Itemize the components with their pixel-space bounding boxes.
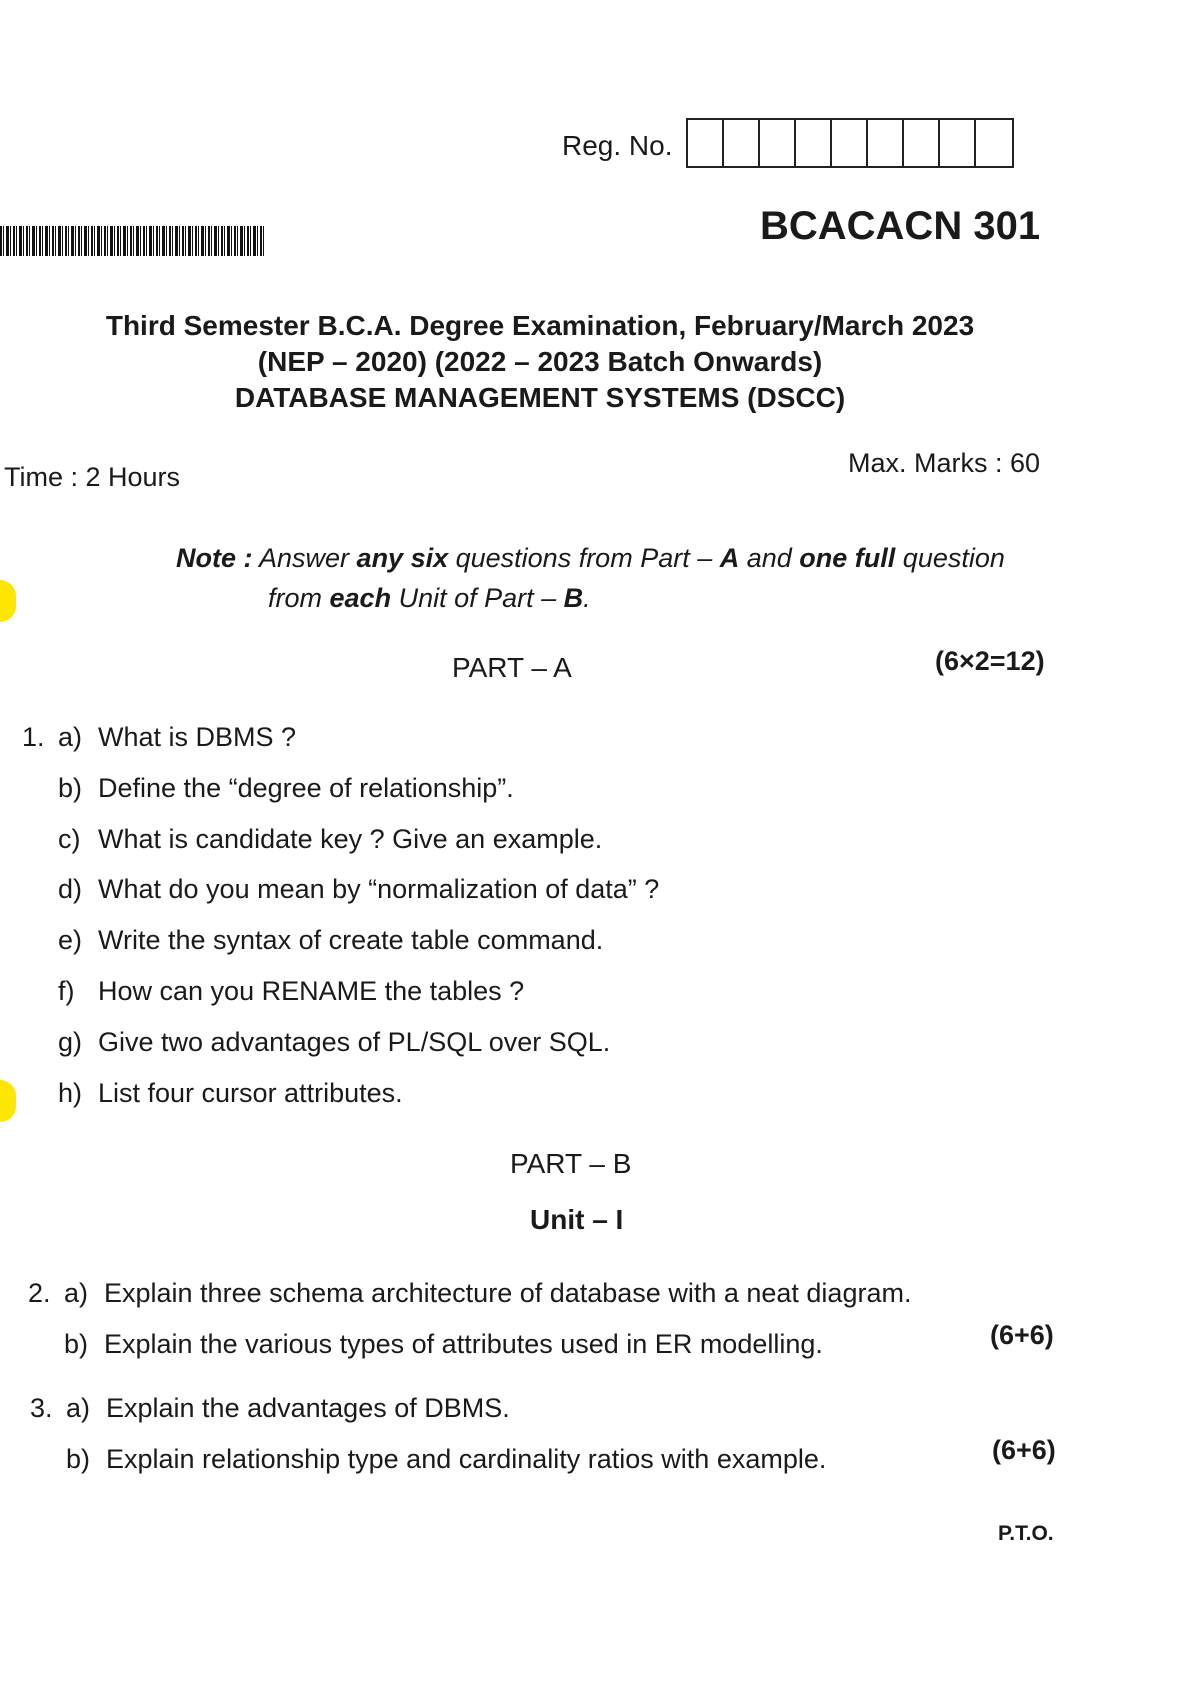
- question-text: What do you mean by “normalization of data” ?: [98, 874, 660, 904]
- question-2b: [64, 1329, 823, 1360]
- question-text: Give two advantages of PL/SQL over SQL.: [98, 1027, 611, 1057]
- paper-code: BCACACN 301: [760, 204, 1041, 248]
- question-letter: g): [58, 1027, 83, 1057]
- highlighter-mark: [0, 580, 16, 622]
- time-allowed: Time : 2 Hours: [4, 462, 181, 492]
- max-marks: Max. Marks : 60: [848, 448, 1041, 478]
- question-1f: [58, 976, 524, 1007]
- question-letter: d): [58, 874, 83, 904]
- part-b-heading: PART – B: [510, 1148, 632, 1179]
- note-text: .: [583, 583, 591, 613]
- reg-no-box: [796, 120, 832, 166]
- note-text: Answer: [259, 543, 357, 573]
- note-text: B: [563, 583, 584, 613]
- note-text: A: [719, 543, 740, 573]
- question-letter: a): [66, 1393, 91, 1423]
- question-1e: [58, 925, 603, 956]
- question-1g: [58, 1027, 610, 1058]
- note-text: from: [268, 583, 330, 613]
- note-text: question: [895, 543, 1005, 573]
- note-label: Note :: [176, 543, 253, 573]
- note-text: questions from Part –: [448, 543, 720, 573]
- question-1d: [58, 874, 659, 905]
- exam-subject: DATABASE MANAGEMENT SYSTEMS (DSCC): [234, 382, 846, 413]
- question-number: 3.: [30, 1393, 53, 1423]
- question-letter: f): [58, 976, 75, 1006]
- question-1h: [58, 1078, 403, 1109]
- question-text: What is DBMS ?: [98, 722, 297, 752]
- question-letter: a): [64, 1278, 89, 1308]
- question-text: How can you RENAME the tables ?: [98, 976, 525, 1006]
- question-text: Write the syntax of create table command.: [98, 925, 604, 955]
- question-2a: [28, 1278, 911, 1309]
- question-letter: a): [58, 722, 83, 752]
- reg-no-box: [904, 120, 940, 166]
- instructions-note: [176, 538, 1005, 618]
- exam-title: Third Semester B.C.A. Degree Examination, February/March 2023: [105, 310, 975, 341]
- question-1a: [22, 722, 296, 753]
- question-number: 2.: [28, 1278, 51, 1308]
- question-text: Define the “degree of relationship”.: [98, 773, 514, 803]
- reg-no-box: [940, 120, 976, 166]
- highlighter-mark: [0, 1080, 16, 1122]
- pto-label: P.T.O.: [998, 1522, 1054, 1545]
- question-text: List four cursor attributes.: [98, 1078, 403, 1108]
- question-1c: [58, 824, 602, 855]
- barcode: [0, 226, 266, 256]
- question-1b: [58, 773, 514, 804]
- note-text: each: [329, 583, 392, 613]
- question-letter: c): [58, 824, 81, 854]
- question-text: Explain relationship type and cardinality ratios with example.: [106, 1444, 827, 1474]
- question-3b: [66, 1444, 826, 1475]
- reg-no-label: Reg. No.: [562, 130, 673, 161]
- question-letter: h): [58, 1078, 83, 1108]
- note-text: one full: [799, 543, 896, 573]
- reg-no-box: [832, 120, 868, 166]
- question-number: 1.: [22, 722, 45, 752]
- note-text: any six: [356, 543, 449, 573]
- reg-no-box: [976, 120, 1012, 166]
- question-text: Explain the advantages of DBMS.: [106, 1393, 510, 1423]
- question-text: Explain three schema architecture of database with a neat diagram.: [104, 1278, 912, 1308]
- question-2-marks: (6+6): [990, 1320, 1054, 1350]
- exam-batch: (NEP – 2020) (2022 – 2023 Batch Onwards): [257, 346, 823, 377]
- reg-no-box: [724, 120, 760, 166]
- question-3a: [30, 1393, 510, 1424]
- question-letter: b): [66, 1444, 91, 1474]
- note-text: Unit of Part –: [391, 583, 564, 613]
- question-letter: b): [64, 1329, 89, 1359]
- question-letter: e): [58, 925, 83, 955]
- note-text: and: [739, 543, 800, 573]
- part-a-marks: (6×2=12): [935, 646, 1045, 676]
- question-letter: b): [58, 773, 83, 803]
- reg-no-box: [760, 120, 796, 166]
- question-text: Explain the various types of attributes used in ER modelling.: [104, 1329, 823, 1359]
- part-a-heading: PART – A: [452, 652, 572, 683]
- reg-no-box: [688, 120, 724, 166]
- question-3-marks: (6+6): [992, 1435, 1056, 1465]
- reg-no-box: [868, 120, 904, 166]
- unit-heading: Unit – I: [530, 1204, 624, 1235]
- question-text: What is candidate key ? Give an example.: [98, 824, 603, 854]
- reg-no-boxes: [686, 118, 1014, 168]
- note-line-2: [176, 578, 1005, 618]
